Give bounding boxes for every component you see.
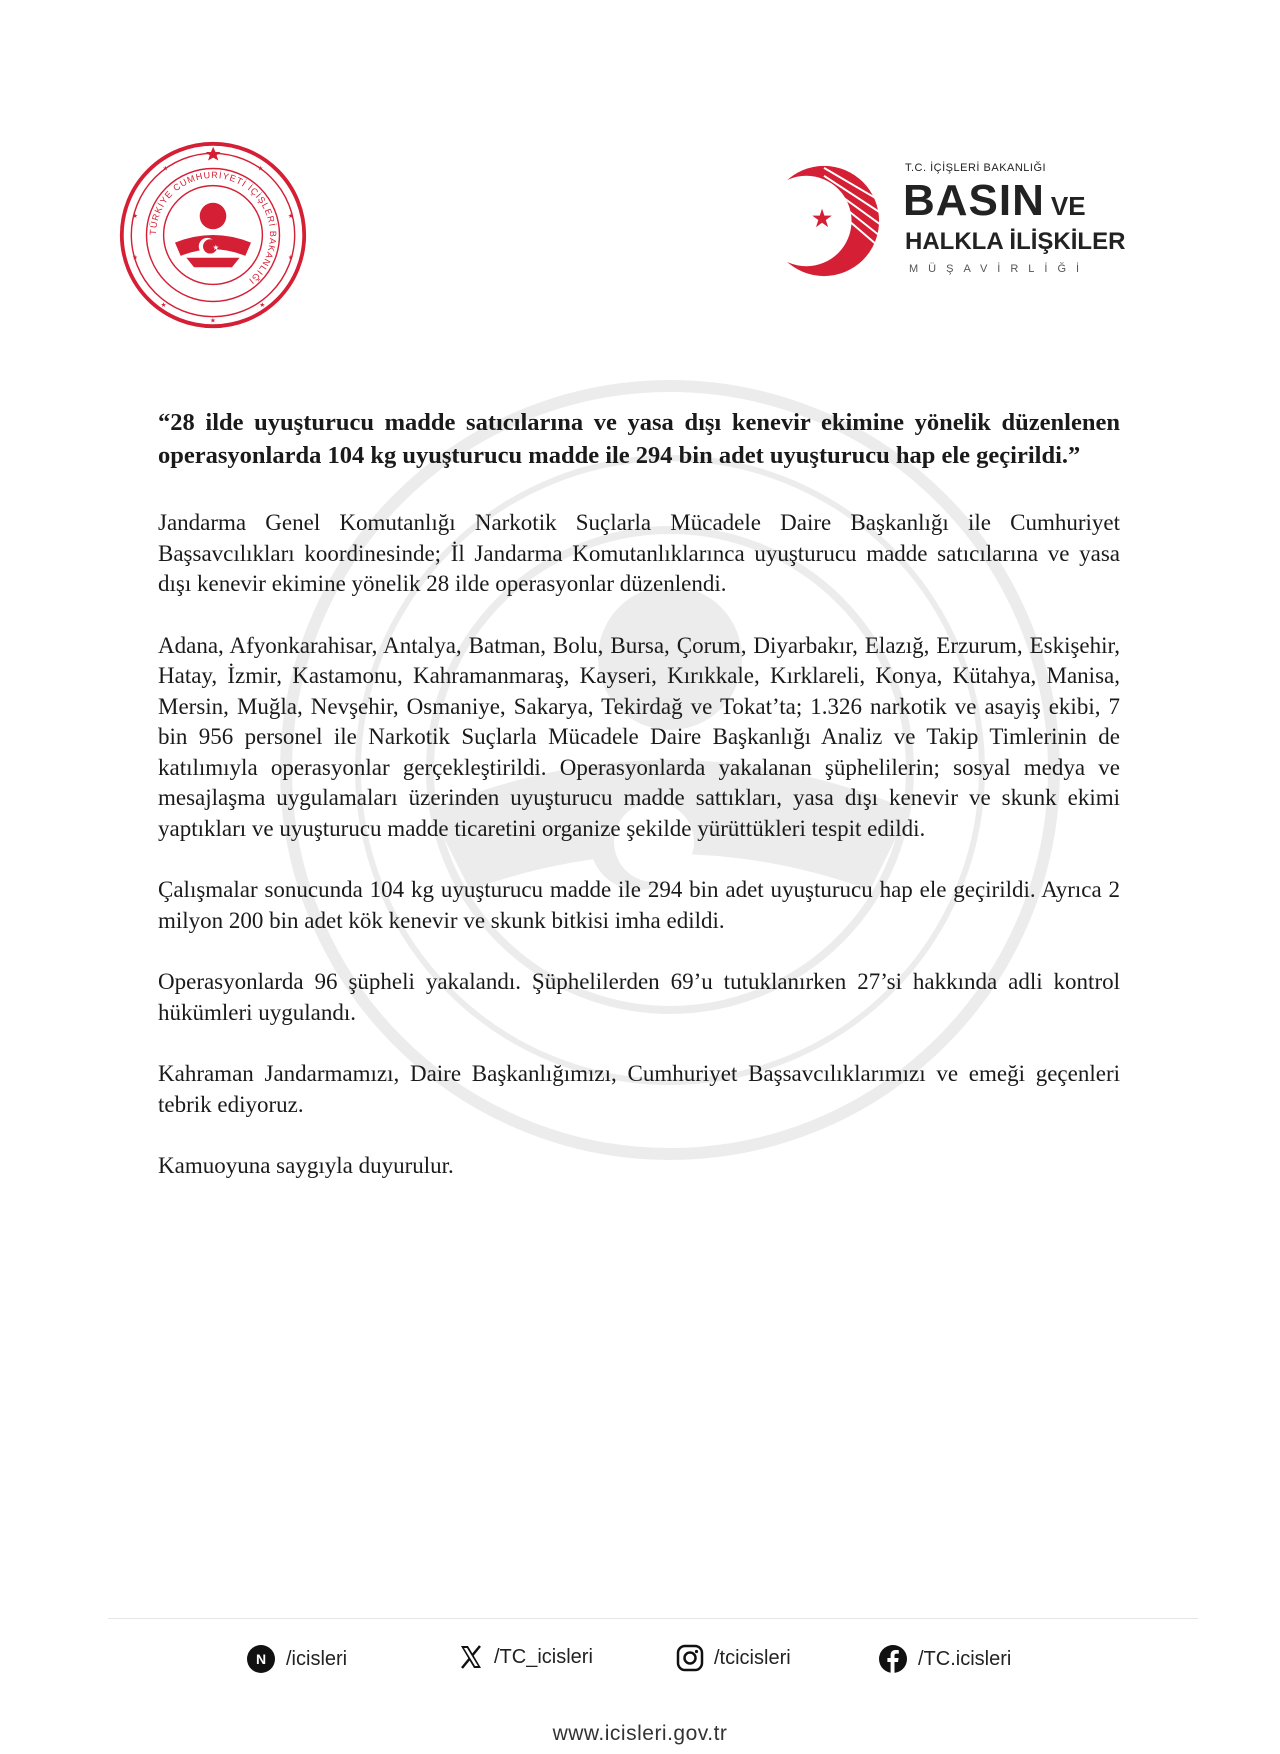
svg-text:★: ★ bbox=[287, 254, 294, 262]
svg-text:N: N bbox=[255, 1651, 267, 1667]
social-handle-facebook: /TC.icisleri bbox=[918, 1647, 1012, 1670]
nsosyal-icon bbox=[246, 1644, 276, 1674]
social-nsosyal[interactable] bbox=[246, 1644, 347, 1674]
press-office-logo bbox=[765, 160, 1165, 290]
headline: “28 ilde uyuşturucu madde satıcılarına ve yasa dışı kenevir ekimine yönelik düzenlenen operasyonlarda 104 kg uyuşturucu madde ile 294 bin adet uyuşturucu hap ele geçirildi.” bbox=[158, 409, 1120, 469]
social-handle-instagram: /tcicisleri bbox=[714, 1646, 791, 1669]
svg-text:★: ★ bbox=[212, 243, 220, 253]
ministry-emblem bbox=[118, 140, 308, 330]
closing-line: Kamuoyuna saygıyla duyurulur. bbox=[158, 1153, 454, 1178]
paragraph-5: Kahraman Jandarmamızı, Daire Başkanlığımızı, Cumhuriyet Başsavcılıklarımızı ve emeği geçenleri tebrik ediyoruz. bbox=[158, 1061, 1120, 1117]
social-facebook[interactable] bbox=[878, 1644, 1011, 1674]
paragraph-3: Çalışmalar sonucunda 104 kg uyuşturucu madde ile 294 bin adet uyuşturucu hap ele geçirildi. Ayrıca 2 milyon 200 bin adet kök kenevir ve skunk bitkisi imha edildi. bbox=[158, 877, 1120, 933]
crescent-star-icon bbox=[765, 162, 883, 280]
svg-text:★: ★ bbox=[162, 165, 169, 173]
press-release-body bbox=[158, 406, 1120, 1213]
social-handle-x: /TC_icisleri bbox=[494, 1645, 593, 1668]
svg-text:★: ★ bbox=[287, 212, 294, 220]
x-icon bbox=[458, 1644, 484, 1670]
social-handle-nsosyal: /icisleri bbox=[286, 1647, 348, 1670]
svg-text:★: ★ bbox=[160, 302, 167, 310]
instagram-icon bbox=[676, 1644, 704, 1672]
svg-text:★: ★ bbox=[210, 317, 216, 325]
svg-text:★: ★ bbox=[210, 152, 216, 160]
footer-divider bbox=[108, 1618, 1198, 1619]
social-instagram[interactable] bbox=[676, 1644, 791, 1672]
logo-title-line3: MÜŞAVİRLİĞİ bbox=[909, 263, 1090, 275]
paragraph-1: Jandarma Genel Komutanlığı Narkotik Suçlarla Mücadele Daire Başkanlığı ile Cumhuriyet Başsavcılıkları koordinesinde; İl Jandarma Komutanlıklarınca uyuşturucu madde satıcılarına ve yasa dışı kenevir ekimine yönelik 28 ilde operasyonlar düzenlendi. bbox=[158, 510, 1120, 596]
svg-text:★: ★ bbox=[810, 203, 834, 233]
social-x[interactable] bbox=[458, 1644, 593, 1670]
paragraph-4: Operasyonlarda 96 şüpheli yakalandı. Şüphelilerden 69’u tutuklanırken 27’si hakkında adli kontrol hükümleri uygulandı. bbox=[158, 969, 1120, 1025]
website-link[interactable]: www.icisleri.gov.tr bbox=[552, 1722, 728, 1745]
svg-text:★: ★ bbox=[132, 254, 139, 262]
logo-subtitle: T.C. İÇİŞLERİ BAKANLIĞI bbox=[905, 162, 1047, 174]
svg-text:★: ★ bbox=[132, 212, 139, 220]
logo-title-small: VE bbox=[1050, 191, 1086, 221]
logo-title-line1 bbox=[903, 176, 1086, 226]
logo-title-line2: HALKLA İLİŞKİLER bbox=[905, 228, 1126, 255]
paragraph-2: Adana, Afyonkarahisar, Antalya, Batman, Bolu, Bursa, Çorum, Diyarbakır, Elazığ, Erzurum, Eskişehir, Hatay, İzmir, Kastamonu, Kahramanmaraş, Kayseri, Kırıkkale, Kırklareli, Konya, Kütahya, Manisa, Mersin, Muğla, Nevşehir, Osmaniye, Sakarya, Tekirdağ ve Tokat’ta; 1.326 narkotik ve asayiş ekibi, 7 bin 956 personel ile Narkotik Suçlarla Mücadele Daire Başkanlığı Analiz ve Takip Timlerinin de katılımıyla operasyonlar gerçekleştirildi. Operasyonlarda yakalanan şüphelilerin; sosyal medya ve mesajlaşma uygulamaları üzerinden uyuşturucu madde sattıkları, yasa dışı kenevir ve skunk ekimi yaptıkları ve uyuşturucu madde ticaretini organize şekilde yürüttükleri tespit edildi. bbox=[158, 632, 1120, 841]
facebook-icon bbox=[878, 1644, 908, 1674]
emblem-ring-text: TÜRKİYE CUMHURİYETİ İÇİŞLERİ BAKANLIĞI bbox=[147, 169, 279, 287]
svg-text:★: ★ bbox=[259, 302, 266, 310]
logo-title-big: BASIN bbox=[903, 176, 1045, 225]
svg-text:★: ★ bbox=[257, 165, 264, 173]
